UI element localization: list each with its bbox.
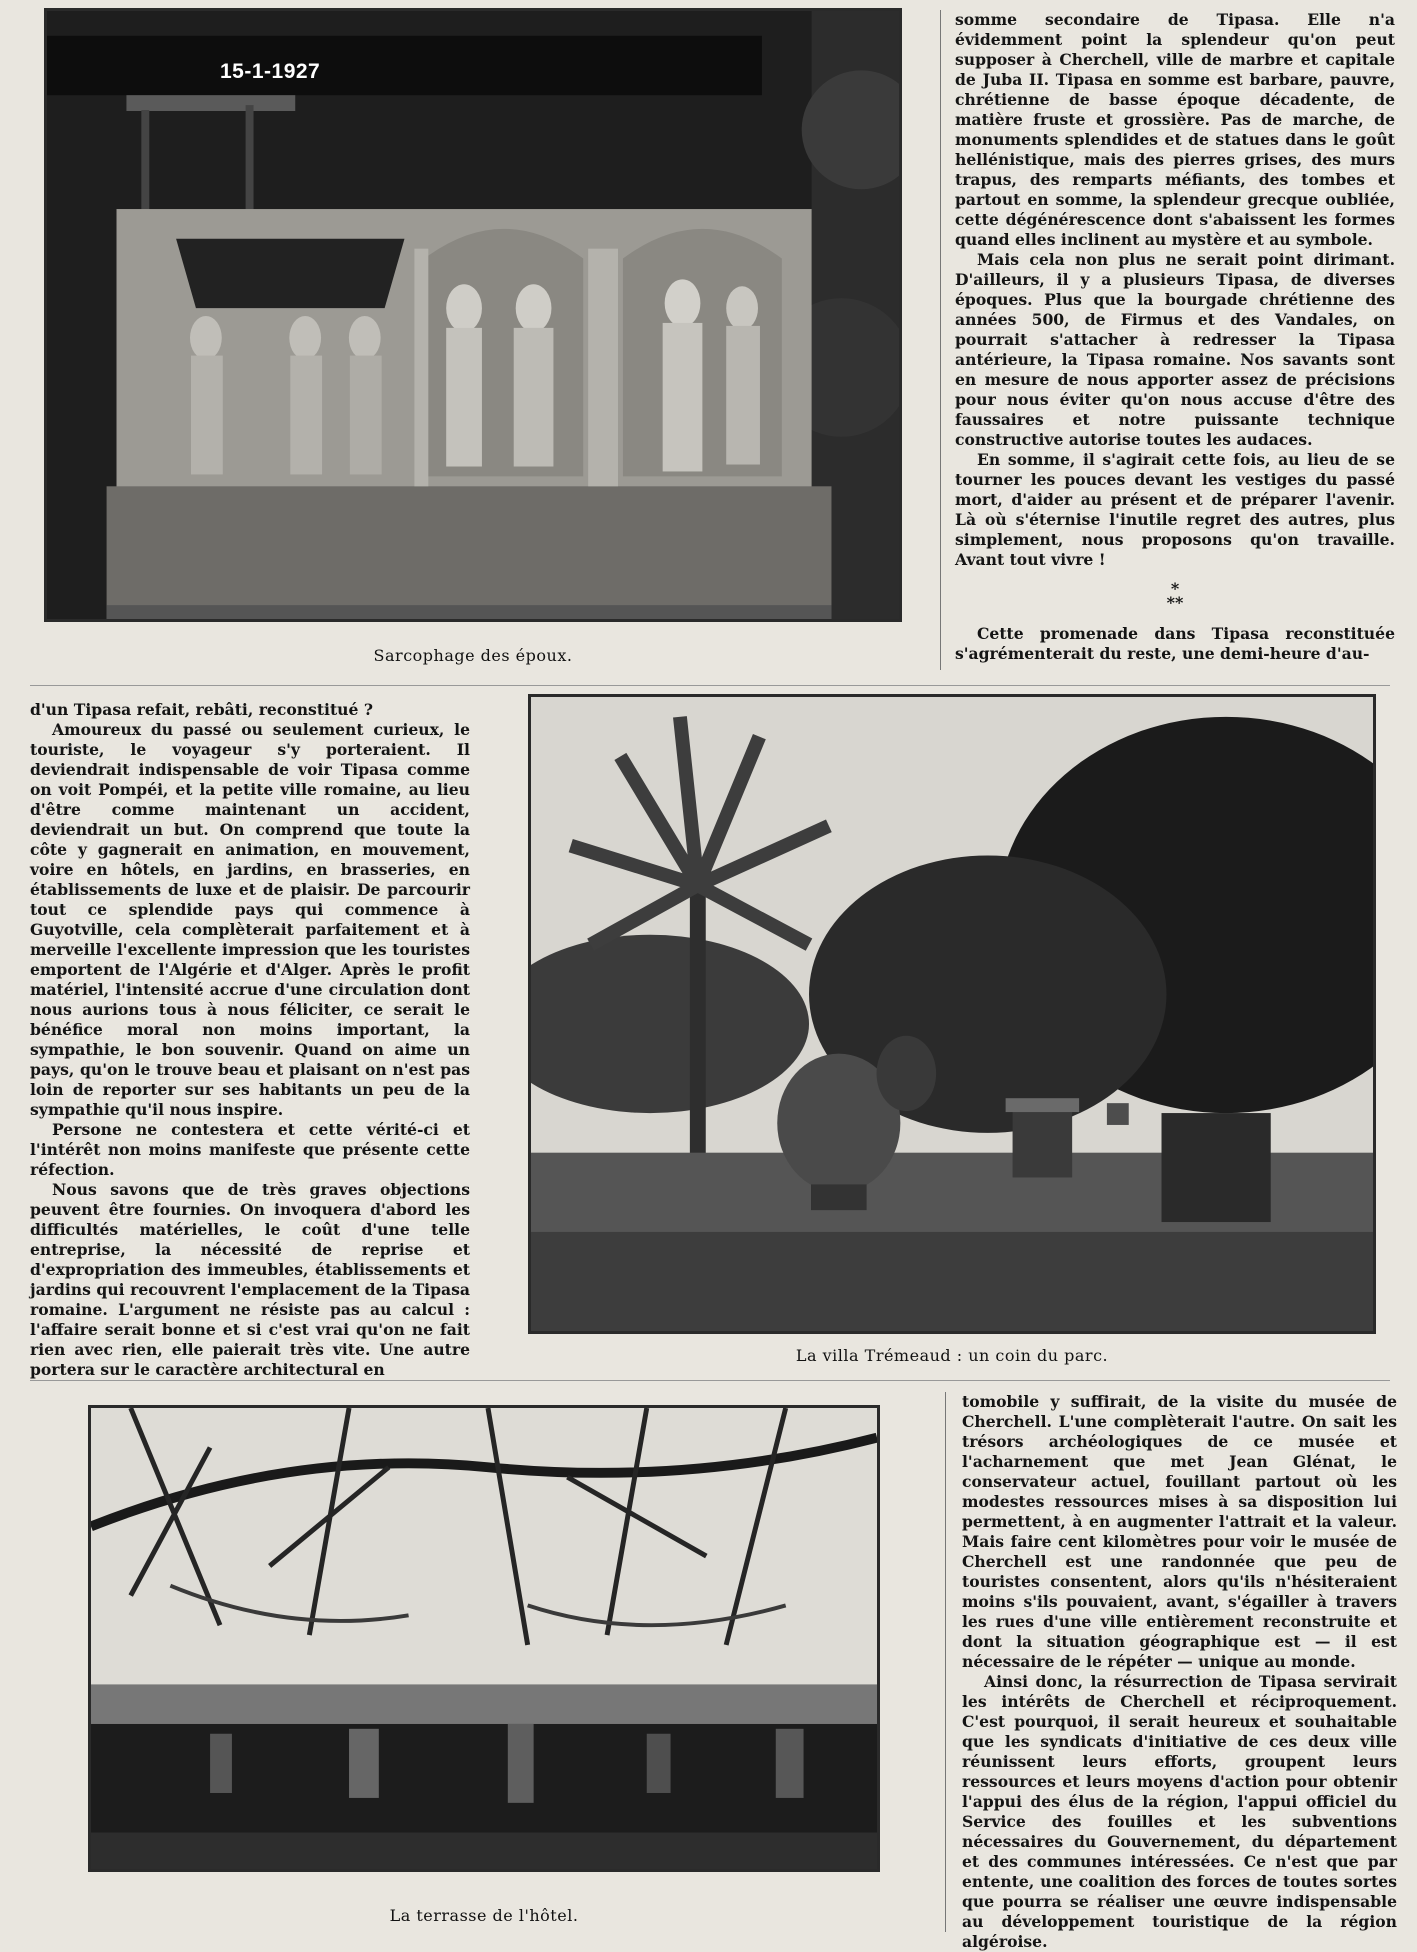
section-separator: * ** xyxy=(1166,579,1184,612)
paragraph: En somme, il s'agirait cette fois, au lieu de se tourner les pouces devant les vestiges du passé mort, d'aider au présent et de préparer l'avenir. Là où s'éternise l'inutile regret des autres, plus simplement, nous proposons qu'on travaille. Avant tout vivre ! xyxy=(955,450,1395,569)
sarcophagus-image xyxy=(47,11,899,619)
villa-park-caption: La villa Trémeaud : un coin du parc. xyxy=(795,1346,1109,1365)
terrace-image xyxy=(91,1408,877,1869)
section-rule xyxy=(30,1380,1390,1381)
section-rule xyxy=(30,685,1390,686)
sarcophagus-photo xyxy=(44,8,902,622)
column-rule-top xyxy=(940,10,941,670)
villa-park-image xyxy=(531,697,1373,1331)
paragraph: Persone ne contestera et cette vérité-ci et l'intérêt non moins manifeste que présente cette réfection. xyxy=(30,1120,470,1179)
paragraph: d'un Tipasa refait, rebâti, reconstitué ? xyxy=(30,700,373,719)
top-right-column xyxy=(955,10,1395,664)
paragraph: Ainsi donc, la résurrection de Tipasa servirait les intérêts de Cherchell et réciproquement. C'est pourquoi, il serait heureux et souhaitable que les syndicats d'initiative de ces deux ville réunissent leurs efforts, groupent leurs ressources et leurs moyens d'action pour obtenir l'appui des élus de la région, l'appui officiel du Service des fouilles et les subventions nécessaires du Gouvernement, du département et des communes intéressées. Ce n'est que par entente, une coalition des forces de toutes sortes que pourra se réaliser une œuvre indispensable au développement touristique de la région algéroise. xyxy=(962,1672,1397,1951)
paragraph: Amoureux du passé ou seulement curieux, le touriste, le voyageur s'y porteraient. Il deviendrait indispensable de voir Tipasa comme on voit Pompéi, et la petite ville romaine, au lieu d'être comme maintenant un accident, deviendrait un but. On comprend que toute la côte y gagnerait en animation, en mouvement, voire en hôtels, en jardins, en brasseries, en établissements de luxe et de plaisir. De parcourir tout ce splendide pays qui commence à Guyotville, cela complèterait parfaitement et à merveille l'excellente impression que les touristes emportent de l'Algérie et d'Alger. Après le profit matériel, l'intensité accrue d'une circulation dont nous aurions tous à nous féliciter, ce serait le bénéfice moral non moins important, la sympathie, le bon souvenir. Quand on aime un pays, qu'on le trouve beau et plaisant on n'est pas loin de reporter sur ses habitants un peu de la sympathie qu'il nous inspire. xyxy=(30,720,470,1119)
left-column xyxy=(30,700,470,1380)
paragraph: somme secondaire de Tipasa. Elle n'a évidemment point la splendeur qu'on peut supposer à Cherchell, ville de marbre et capitale de Juba II. Tipasa en somme est barbare, pauvre, chrétienne de basse époque décadente, de matière fruste et grossière. Pas de marche, de monuments splendides et de statues dans le goût hellénistique, mais des pierres grises, des murs trapus, des remparts méfiants, des tombes et partout en somme, la splendeur grecque oubliée, cette dégénérescence dont s'abaissent les formes quand elles inclinent au mystère et au symbole. xyxy=(955,10,1395,249)
terrace-photo xyxy=(88,1405,880,1872)
paragraph: Mais cela non plus ne serait point dirimant. D'ailleurs, il y a plusieurs Tipasa, de diverses époques. Plus que la bourgade chrétienne des années 500, de Firmus et des Vandales, on pourrait s'attacher à redresser la Tipasa antérieure, la Tipasa romaine. Nos savants sont en mesure de nous apporter assez de précisions pour nous éviter qu'on nous accuse d'être des faussaires et notre puissante technique constructive autorise toutes les audaces. xyxy=(955,250,1395,449)
sarcophagus-caption: Sarcophage des époux. xyxy=(373,646,573,665)
paragraph: tomobile y suffirait, de la visite du musée de Cherchell. L'une complèterait l'autre. On sait les trésors archéologiques de ce musée et l'acharnement que met Jean Glénat, le conservateur actuel, fouillant partout où les modestes ressources mises à sa disposition lui permettent, à en augmenter l'attrait et la valeur. Mais faire cent kilomètres pour voir le musée de Cherchell est une randonnée que peu de touristes consentent, alors qu'ils n'hésiteraient moins s'ils pouvaient, avant, s'égailler à travers les rues d'une ville entièrement reconstruite et dont la situation géographique est — il est nécessaire de le répéter — unique au monde. xyxy=(962,1392,1397,1671)
bottom-right-column xyxy=(962,1392,1397,1952)
column-rule-bottom xyxy=(945,1392,946,1932)
date-stamp: 15-1-1927 xyxy=(220,60,321,83)
terrace-caption: La terrasse de l'hôtel. xyxy=(389,1906,579,1925)
paragraph: Cette promenade dans Tipasa reconstituée s'agrémenterait du reste, une demi-heure d'au- xyxy=(955,624,1395,663)
paragraph: Nous savons que de très graves objections peuvent être fournies. On invoquera d'abord les difficultés matérielles, le coût d'une telle entreprise, la nécessité de reprise et d'expropriation des immeubles, établissements et jardins qui recouvrent l'emplacement de la Tipasa romaine. L'argument ne résiste pas au calcul : l'affaire serait bonne et si c'est vrai qu'on ne fait rien avec rien, elle paierait très vite. Une autre portera sur le caractère architectural en xyxy=(30,1180,470,1379)
villa-park-photo xyxy=(528,694,1376,1334)
